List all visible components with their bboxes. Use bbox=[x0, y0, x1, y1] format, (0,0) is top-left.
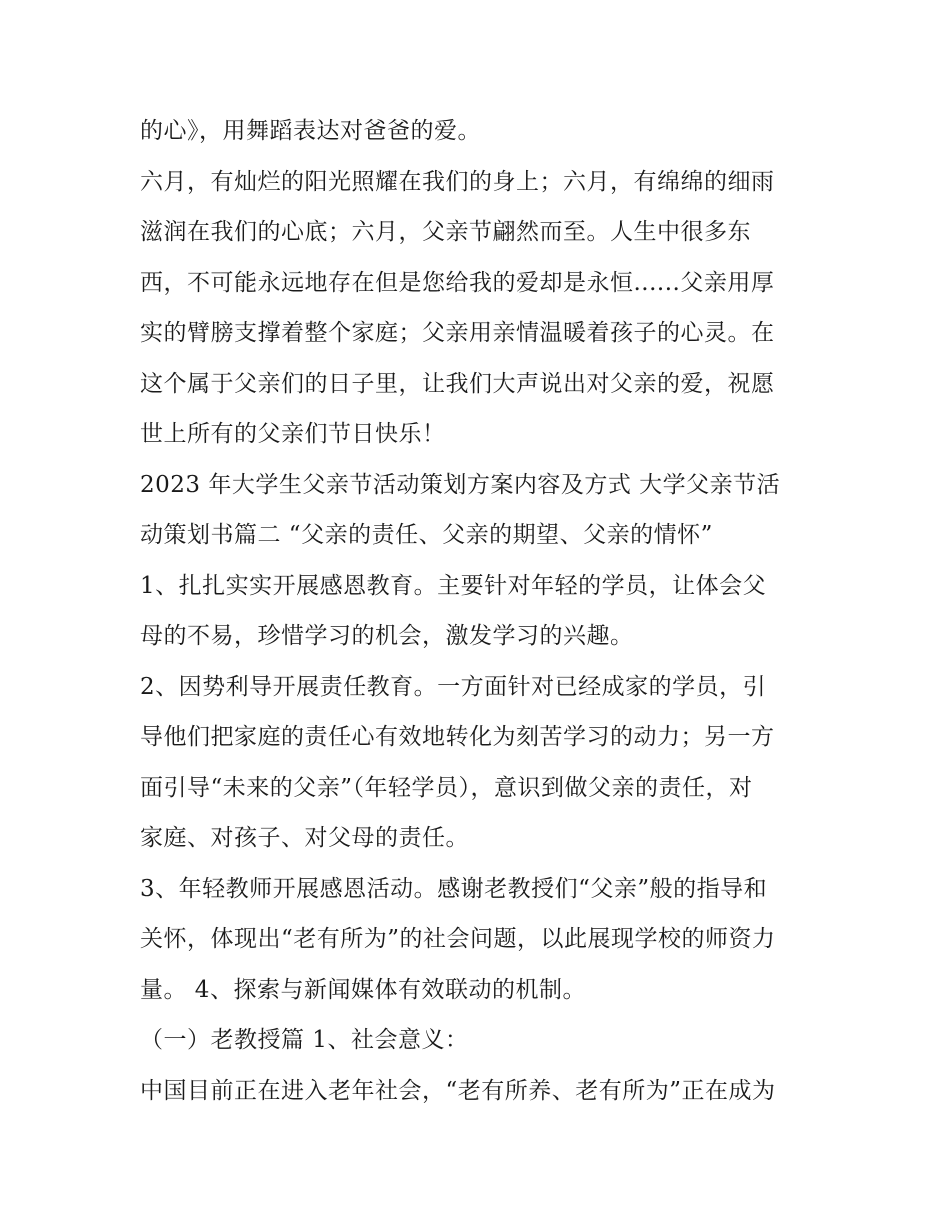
text-line: 滋润在我们的心底；六月，父亲节翩然而至。人生中很多东 bbox=[140, 219, 751, 245]
text-line: 实的臂膀支撑着整个家庭；父亲用亲情温暖着孩子的心灵。在 bbox=[140, 320, 775, 346]
body-text bbox=[140, 106, 820, 1116]
text-line: 关怀，体现出“老有所为”的社会问题，以此展现学校的师资力 bbox=[140, 926, 776, 952]
text-line: 1、扎扎实实开展感恩教育。主要针对年轻的学员，让体会父 bbox=[140, 572, 767, 599]
text-line: 2023 年大学生父亲节活动策划方案内容及方式 大学父亲节活 bbox=[140, 471, 781, 498]
text-line: （一）老教授篇 1、社会意义： bbox=[140, 1027, 469, 1053]
text-line: 六月，有灿烂的阳光照耀在我们的身上；六月，有绵绵的细雨 bbox=[140, 168, 775, 195]
text-line: 的心》，用舞蹈表达对爸爸的爱。 bbox=[140, 118, 481, 144]
text-line: 3、年轻教师开展感恩活动。感谢老教授们“父亲”般的指导和 bbox=[140, 875, 768, 902]
text-line: 量。 4、探索与新闻媒体有效联动的机制。 bbox=[140, 976, 586, 1003]
text-line: 世上所有的父亲们节日快乐！ bbox=[140, 421, 446, 447]
text-line: 导他们把家庭的责任心有效地转化为刻苦学习的动力；另一方 bbox=[140, 724, 775, 750]
text-line: 2、因势利导开展责任教育。一方面针对已经成家的学员，引 bbox=[140, 673, 767, 700]
text-line: 西，不可能永远地存在但是您给我的爱却是永恒......父亲用厚 bbox=[140, 269, 775, 296]
text-line: 家庭、对孩子、对父母的责任。 bbox=[140, 825, 469, 851]
text-line: 母的不易，珍惜学习的机会，激发学习的兴趣。 bbox=[140, 623, 634, 649]
text-line: 这个属于父亲们的日子里，让我们大声说出对父亲的爱，祝愿 bbox=[140, 370, 775, 397]
text-line: 动策划书篇二 “父亲的责任、父亲的期望、父亲的情怀” bbox=[140, 522, 713, 548]
text-line: 中国目前正在进入老年社会，“老有所养、老有所为”正在成为 bbox=[140, 1077, 776, 1104]
text-line: 面引导“未来的父亲”（年轻学员），意识到做父亲的责任，对 bbox=[140, 774, 753, 801]
